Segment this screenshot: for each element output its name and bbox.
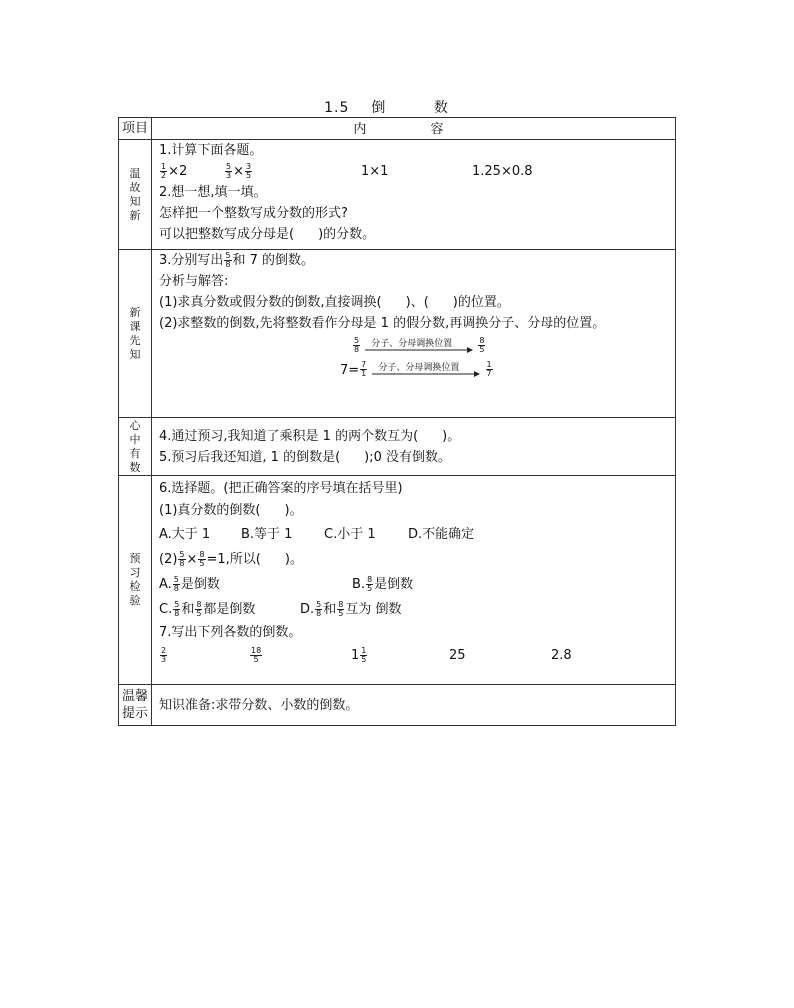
question-2a: 怎样把一个整数写成分数的形式? [159,206,348,221]
self-check-section [119,418,676,476]
swap-arrow-2: 分子、分母调换位置 [372,360,480,378]
warm-up-content [152,140,676,250]
header-content: 内 容 [152,118,676,140]
question-5: 5.预习后我还知道, 1 的倒数是( );0 没有倒数。 [159,449,452,465]
question-1: 1.计算下面各题。 [159,143,263,158]
tip-section [119,685,676,726]
question-7: 7.写出下列各数的倒数。 [159,625,302,640]
example-fraction: $\frac{5}{8}$ 分子、分母调换位置 $\frac{8}{5}$ [354,336,485,354]
question-6-2-options-cd: C. $\frac{5}{8}$ 和 $\frac{8}{5}$ 都是倒数 D. $\frac{5}{8}$ 和 $\frac{8}{5}$ 互为 倒数 [159,600,402,618]
question-6-2: (2) $\frac{5}{8}$ × $\frac{8}{5}$ =1,所以( )。 [159,550,303,568]
reciprocal-diagram [152,334,675,388]
question-7-items: $\frac{2}{3}$ $\frac{18}{5}$ 1 $\frac{1}{5}$ 25 2.8 [161,646,572,664]
worksheet-table [118,117,676,726]
question-2: 2.想一想,填一填。 [159,185,267,200]
new-lesson-label: 新 课 先 知 [119,250,152,418]
preview-test-content [152,476,676,685]
new-lesson-section [119,250,676,418]
question-3: 3.分别写出 $\frac{5}{8}$ 和 7 的倒数。 [159,251,315,269]
page-title [0,97,794,117]
calc-a: $\frac{1}{2}$ ×2 [161,162,188,180]
self-check-content [152,418,676,476]
question-4: 4.通过预习,我知道了乘积是 1 的两个数互为( )。 [159,428,461,444]
analysis-heading: 分析与解答: [159,274,229,289]
tip-text: 知识准备:求带分数、小数的倒数。 [159,697,359,713]
calc-c: 1×1 [361,164,389,179]
section-number: 1.5 [324,100,350,116]
preview-test-label: 预 习 检 验 [119,476,152,685]
tip-label: 温馨 提示 [119,685,152,726]
header-item: 项目 [119,118,152,140]
warm-up-section [119,140,676,250]
tip-content [152,685,676,726]
question-2b: 可以把整数写成分母是( )的分数。 [159,227,376,242]
calc-b: $\frac{5}{3}$ × $\frac{3}{5}$ [226,162,252,180]
section-topic: 倒 数 [371,100,470,116]
analysis-line-1: (1)求真分数或假分数的倒数,直接调换( )、( )的位置。 [159,295,510,310]
analysis-line-2: (2)求整数的倒数,先将整数看作分母是 1 的假分数,再调换分子、分母的位置。 [159,316,606,331]
question-6-2-options-ab: A. $\frac{5}{8}$ 是倒数 B. $\frac{8}{5}$ 是倒数 [159,575,414,593]
question-6-1-options: A.大于 1 B.等于 1 C.小于 1 D.不能确定 [159,527,475,542]
preview-test-section [119,476,676,685]
swap-arrow-1: 分子、分母调换位置 [365,336,473,354]
new-lesson-content [152,250,676,418]
question-6-1: (1)真分数的倒数( )。 [159,503,303,518]
self-check-label: 心 中 有 数 [119,418,152,476]
calc-d: 1.25×0.8 [472,164,533,179]
header-row [119,118,676,140]
example-integer: 7= $\frac{7}{1}$ 分子、分母调换位置 $\frac{1}{7}$ [340,360,492,378]
question-6: 6.选择题。(把正确答案的序号填在括号里) [159,481,403,496]
calc-row [152,161,675,182]
warm-up-label: 温 故 知 新 [119,140,152,250]
